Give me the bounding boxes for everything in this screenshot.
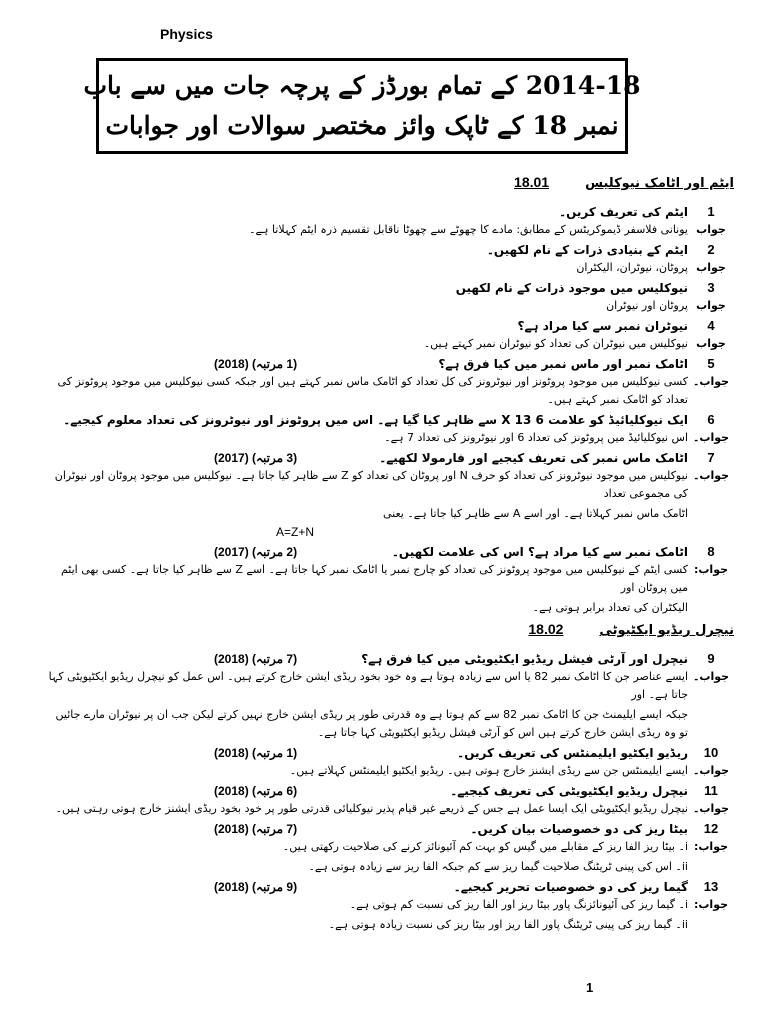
answer-text: نیچرل ریڈیو ایکٹیویٹی ایک ایسا عمل ہے جس کے ذریعے غیر قیام پذیر نیوکلیائی قدرتی طور پر خود بخود ریڈی ایشنز خارج ہوتی رہتی ہیں۔ bbox=[55, 802, 688, 815]
question-number: 3 bbox=[707, 280, 715, 295]
question-row bbox=[44, 317, 734, 335]
answer-label: جواب bbox=[696, 299, 726, 312]
answer-label: جواب۔ bbox=[692, 469, 730, 482]
question-row bbox=[44, 449, 734, 467]
answer-text: ایسے عناصر جن کا اٹامک نمبر 82 یا اس سے زیادہ ہوتا ہے وہ خود بخود ریڈی ایشن خارج کرتے ہیں۔ اس عمل کو نیچرل ریڈیو ایکٹیویٹی کہا جاتا ہے۔ اور bbox=[48, 670, 688, 701]
question-number: 7 bbox=[707, 450, 715, 465]
question-number: 4 bbox=[707, 318, 715, 333]
question-number: 8 bbox=[707, 544, 715, 559]
question-text: نیوکلیس میں موجود ذرات کے نام لکھیں bbox=[455, 281, 688, 295]
question-number: 13 bbox=[703, 879, 719, 894]
question-frequency: (1 مرتبہ) (2018) bbox=[214, 746, 298, 760]
question-text: گیما ریز کی دو خصوصیات تحریر کیجیے۔ bbox=[453, 880, 688, 894]
qa-content bbox=[44, 170, 734, 934]
question-text: اٹامک ماس نمبر کی تعریف کیجیے اور فارمولا لکھیے۔ bbox=[379, 451, 688, 465]
question-frequency: (2 مرتبہ) (2017) bbox=[214, 545, 298, 559]
answer-row bbox=[44, 297, 734, 315]
question-text: اٹامک نمبر سے کیا مراد ہے؟ اس کی علامت لکھیں۔ bbox=[391, 545, 688, 559]
question-number: 6 bbox=[707, 412, 715, 427]
answer-text: اس نیوکلیائیڈ میں پروٹونز کی تعداد 6 اور نیوٹرونز کی تعداد 7 ہے۔ bbox=[384, 431, 688, 444]
subject-label: Physics bbox=[160, 26, 213, 42]
answer-row bbox=[44, 335, 734, 353]
answer-label: جواب bbox=[696, 223, 726, 236]
title-line-2: نمبر 18 کے ٹاپک وائز مختصر سوالات اور جوابات bbox=[105, 111, 619, 140]
question-text: بیٹا ریز کی دو خصوصیات بیان کریں۔ bbox=[470, 822, 688, 836]
question-frequency: (6 مرتبہ) (2018) bbox=[214, 784, 298, 798]
question-row bbox=[44, 543, 734, 561]
answer-text: پروٹان اور نیوٹران bbox=[606, 299, 688, 312]
question-number: 5 bbox=[707, 356, 715, 371]
question-number: 2 bbox=[707, 242, 715, 257]
answer-continuation: ii۔ گیما ریز کی پینی ٹریٹنگ پاور الفا ریز اور بیٹا ریز کی نسبت زیادہ ہوتی ہے۔ bbox=[328, 918, 688, 931]
question-text: ایٹم کی تعریف کریں۔ bbox=[559, 205, 688, 219]
answer-continuation: ii۔ اس کی پینی ٹریٹنگ صلاحیت گیما ریز سے کم جبکہ الفا ریز سے زیادہ ہوتی ہے۔ bbox=[308, 860, 688, 873]
answer-label: جواب: bbox=[693, 840, 729, 853]
question-row bbox=[44, 355, 734, 373]
answer-label: جواب۔ bbox=[692, 431, 730, 444]
answer-label: جواب bbox=[696, 261, 726, 274]
answer-label: جواب۔ bbox=[692, 802, 730, 815]
answer-row bbox=[44, 762, 734, 780]
answer-text: یونانی فلاسفر ڈیموکریٹس کے مطابق: مادے کا چھوٹے سے چھوٹا ناقابل تقسیم ذرہ ایٹم کہلاتا ہے۔ bbox=[249, 223, 688, 236]
answer-label: جواب: bbox=[693, 898, 729, 911]
question-row bbox=[44, 744, 734, 762]
question-row bbox=[44, 241, 734, 259]
question-text: ایٹم کے بنیادی ذرات کے نام لکھیں۔ bbox=[486, 243, 688, 257]
question-text: نیچرل اور آرٹی فیشل ریڈیو ایکٹیویٹی میں کیا فرق ہے؟ bbox=[361, 652, 688, 666]
question-frequency: (7 مرتبہ) (2018) bbox=[214, 822, 298, 836]
answer-label: جواب bbox=[696, 337, 726, 350]
answer-row bbox=[44, 221, 734, 239]
question-text: ریڈیو ایکٹیو ایلیمنٹس کی تعریف کریں۔ bbox=[457, 746, 688, 760]
question-text: ایک نیوکلیائیڈ کو علامت X 13 6 سے ظاہر کیا گیا ہے۔ اس میں پروٹونز اور نیوٹرونز کی تعداد معلوم کیجیے۔ bbox=[63, 413, 688, 427]
question-row bbox=[44, 878, 734, 896]
answer-row bbox=[44, 896, 734, 914]
answer-row bbox=[44, 838, 734, 856]
answer-row bbox=[44, 561, 734, 597]
answer-label: جواب۔ bbox=[692, 375, 730, 388]
answer-text: i۔ گیما ریز کی آئیونائزنگ پاور بیٹا ریز اور الفا ریز کی نسبت کم ہوتی ہے۔ bbox=[349, 898, 688, 911]
page-number: 1 bbox=[586, 980, 594, 995]
question-text: اٹامک نمبر اور ماس نمبر میں کیا فرق ہے؟ bbox=[438, 357, 688, 371]
question-number: 9 bbox=[707, 651, 715, 666]
answer-row bbox=[44, 259, 734, 277]
formula: A=Z+N bbox=[276, 525, 315, 539]
answer-text: پروٹان، نیوٹران، الیکٹران bbox=[576, 261, 688, 274]
question-number: 12 bbox=[703, 821, 719, 836]
section-title: نیچرل ریڈیو ایکٹیوٹی bbox=[599, 623, 734, 638]
section-number: 18.01 bbox=[514, 174, 550, 190]
answer-label: جواب۔ bbox=[692, 764, 730, 777]
answer-label: جواب۔ bbox=[692, 670, 730, 683]
question-row bbox=[44, 203, 734, 221]
question-frequency: (1 مرتبہ) (2018) bbox=[214, 357, 298, 371]
section-title: ایٹم اور اٹامک نیوکلیس bbox=[585, 176, 734, 191]
section-heading bbox=[44, 174, 734, 191]
section-number: 18.02 bbox=[528, 621, 564, 637]
question-text: نیچرل ریڈیو ایکٹیویٹی کی تعریف کیجیے۔ bbox=[450, 784, 688, 798]
question-frequency: (9 مرتبہ) (2018) bbox=[214, 880, 298, 894]
question-row bbox=[44, 411, 734, 429]
answer-text: نیوکلیس میں نیوٹران کی تعداد کو نیوٹران نمبر کہتے ہیں۔ bbox=[423, 337, 688, 350]
title-line-1: 2014-18 کے تمام بورڈز کے پرچہ جات میں سے باب bbox=[83, 71, 641, 100]
answer-label: جواب: bbox=[693, 563, 729, 576]
question-text: نیوٹران نمبر سے کیا مراد ہے؟ bbox=[517, 319, 688, 333]
answer-text: i۔ بیٹا ریز الفا ریز کے مقابلے میں گیس کو بہت کم آئیونائز کرنے کی صلاحیت رکھتی ہیں۔ bbox=[282, 840, 688, 853]
question-number: 1 bbox=[707, 204, 715, 219]
answer-text: نیوکلیس میں موجود نیوٹرونز کی تعداد کو حرف N اور پروٹان کی تعداد کو Z سے ظاہر کیا جاتا ہے۔ نیوکلیس میں موجود پروٹان اور نیوٹران کی مجموعی تعداد bbox=[54, 469, 688, 500]
answer-row bbox=[44, 429, 734, 447]
section-heading bbox=[44, 621, 734, 638]
answer-text: کسی نیوکلیس میں موجود پروٹونز اور نیوٹرونز کی کل تعداد کو اٹامک ماس نمبر کہتے ہیں اور جبکہ کسی نیوکلیس میں موجود پروٹونز کی تعداد کو اٹامک نمبر کہتے ہیں۔ bbox=[57, 375, 688, 406]
question-row bbox=[44, 650, 734, 668]
question-row bbox=[44, 820, 734, 838]
question-frequency: (7 مرتبہ) (2018) bbox=[214, 652, 298, 666]
answer-continuation: اٹامک ماس نمبر کہلاتا ہے۔ اور اسے A سے ظاہر کیا جاتا ہے۔ یعنی bbox=[382, 507, 688, 520]
answer-row bbox=[44, 373, 734, 409]
answer-row bbox=[44, 668, 734, 704]
answer-text: ایسے ایلیمنٹس جن سے ریڈی ایشنز خارج ہوتی ہیں۔ ریڈیو ایکٹیو ایلیمنٹس کہلاتے ہیں۔ bbox=[289, 764, 688, 777]
section bbox=[44, 174, 734, 617]
answer-row bbox=[44, 467, 734, 503]
section bbox=[44, 621, 734, 934]
question-number: 10 bbox=[703, 745, 719, 760]
question-number: 11 bbox=[704, 783, 718, 798]
answer-row bbox=[44, 800, 734, 818]
answer-continuation: جبکہ ایسے ایلیمنٹ جن کا اٹامک نمبر 82 سے کم ہوتا ہے وہ قدرتی طور پر ریڈی ایشن خارج نہیں کرتے لیکن جب ان پر نیوٹران مارے جائیں تو وہ ریڈی ایشن خارج کرتے ہیں اس کو آرٹی فیشل ریڈیو ایکٹیویٹی کہا جاتا ہے۔ bbox=[55, 708, 688, 739]
question-row bbox=[44, 782, 734, 800]
answer-text: کسی ایٹم کے نیوکلیس میں موجود پروٹونز کی تعداد کو چارج نمبر یا اٹامک نمبر کہا جاتا ہے۔ اسے Z سے ظاہر کیا جاتا ہے۔ کسی بھی ایٹم میں پروٹان اور bbox=[60, 563, 688, 594]
answer-continuation: الیکٹران کی تعداد برابر ہوتی ہے۔ bbox=[532, 601, 688, 614]
question-row bbox=[44, 279, 734, 297]
title-box bbox=[83, 58, 641, 154]
question-frequency: (3 مرتبہ) (2017) bbox=[214, 451, 298, 465]
